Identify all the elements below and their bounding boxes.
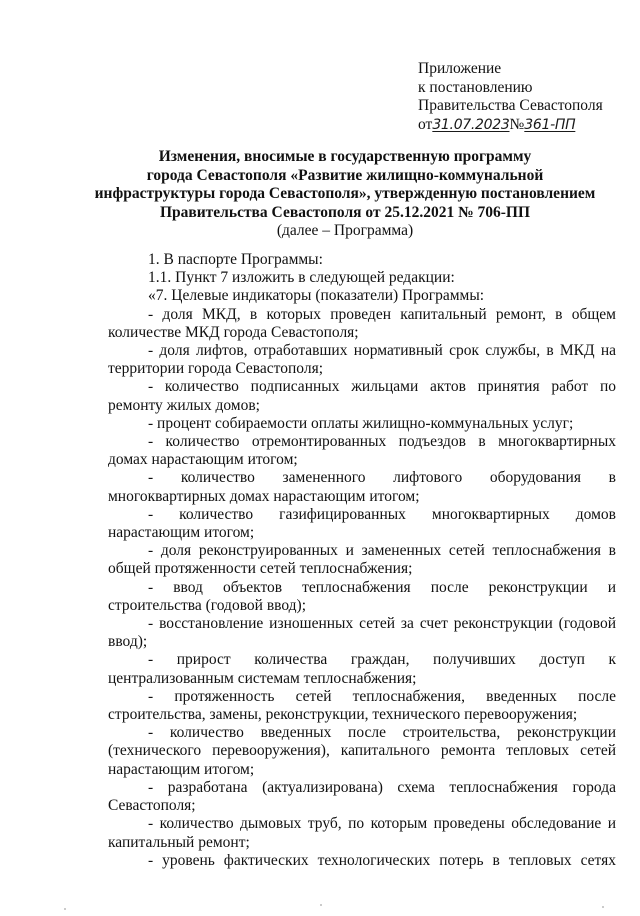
list-item: - количество дымовых труб, по которым проведены обследование и капитальный ремонт; — [108, 815, 616, 851]
paragraph-1: 1. В паспорте Программы: — [148, 251, 323, 268]
date-prefix: от — [418, 115, 433, 133]
appendix-line-3: Правительства Севастополя — [418, 97, 603, 114]
list-item: - восстановление изношенных сетей за счет реконструкции (годовой ввод); — [108, 615, 616, 651]
title-line-1: Изменения, вносимые в государственную программу — [158, 148, 532, 165]
handwritten-number: 361-ПП — [524, 116, 576, 133]
scan-speck — [64, 908, 66, 910]
list-item: - количество введенных после строительства, реконструкции (технического перевооружения), капитального ремонта тепловых сетей нарастающим итогом; — [108, 724, 616, 778]
title-line-5: (далее – Программа) — [276, 222, 414, 239]
handwritten-date: 31.07.2023 — [432, 116, 510, 133]
title-line-2: города Севастополя «Развитие жилищно-коммунальной — [146, 166, 544, 184]
list-item: - протяженность сетей теплоснабжения, введенных после строительства, замены, реконструкции, технического перевооружения; — [108, 687, 616, 724]
list-item: - ввод объектов теплоснабжения после реконструкции и строительства (годовой ввод); — [108, 578, 616, 614]
document-title — [80, 148, 610, 241]
list-item: - доля реконструированных и замененных сетей теплоснабжения в общей протяженности сетей теплоснабжения; — [108, 542, 616, 578]
list-item: - уровень фактических технологических потерь в тепловых сетях — [148, 851, 616, 869]
list-item: - количество газифицированных многоквартирных домов нарастающим итогом; — [108, 505, 616, 542]
list-item: - доля лифтов, отработавших нормативный срок службы, в МКД на территории города Севастополя; — [108, 342, 616, 378]
appendix-date-line — [418, 116, 603, 135]
appendix-line-1: Приложение — [418, 60, 502, 77]
appendix-line-2: к постановлению — [418, 78, 533, 96]
list-item: - процент собираемости оплаты жилищно-коммунальных услуг; — [148, 414, 574, 432]
paragraph-2: 1.1. Пункт 7 изложить в следующей редакции: — [148, 269, 455, 287]
scan-speck — [602, 906, 604, 908]
document-body — [108, 251, 616, 870]
title-line-4: Правительства Севастополя от 25.12.2021 № 706-ПП — [159, 203, 531, 221]
title-line-3: инфраструктуры города Севастополя», утвержденную постановлением — [94, 185, 596, 202]
list-item: - доля МКД, в которых проведен капитальный ремонт, в общем количестве МКД города Севастополя; — [108, 305, 616, 341]
list-item: - разработана (актуализирована) схема теплоснабжения города Севастополя; — [108, 778, 616, 815]
list-item: - количество замененного лифтового оборудования в многоквартирных домах нарастающим итогом; — [108, 469, 616, 505]
list-item: - прирост количества граждан, получивших доступ к централизованным системам теплоснабжения; — [108, 651, 616, 687]
paragraph-3: «7. Целевые индикаторы (показатели) Программы: — [148, 287, 485, 305]
number-prefix: № — [509, 115, 525, 133]
appendix-block — [418, 60, 603, 134]
scan-speck — [320, 904, 322, 906]
list-item: - количество отремонтированных подъездов в многоквартирных домах нарастающим итогом; — [108, 433, 616, 469]
list-item: - количество подписанных жильцами актов принятия работ по ремонту жилых домов; — [108, 378, 616, 414]
